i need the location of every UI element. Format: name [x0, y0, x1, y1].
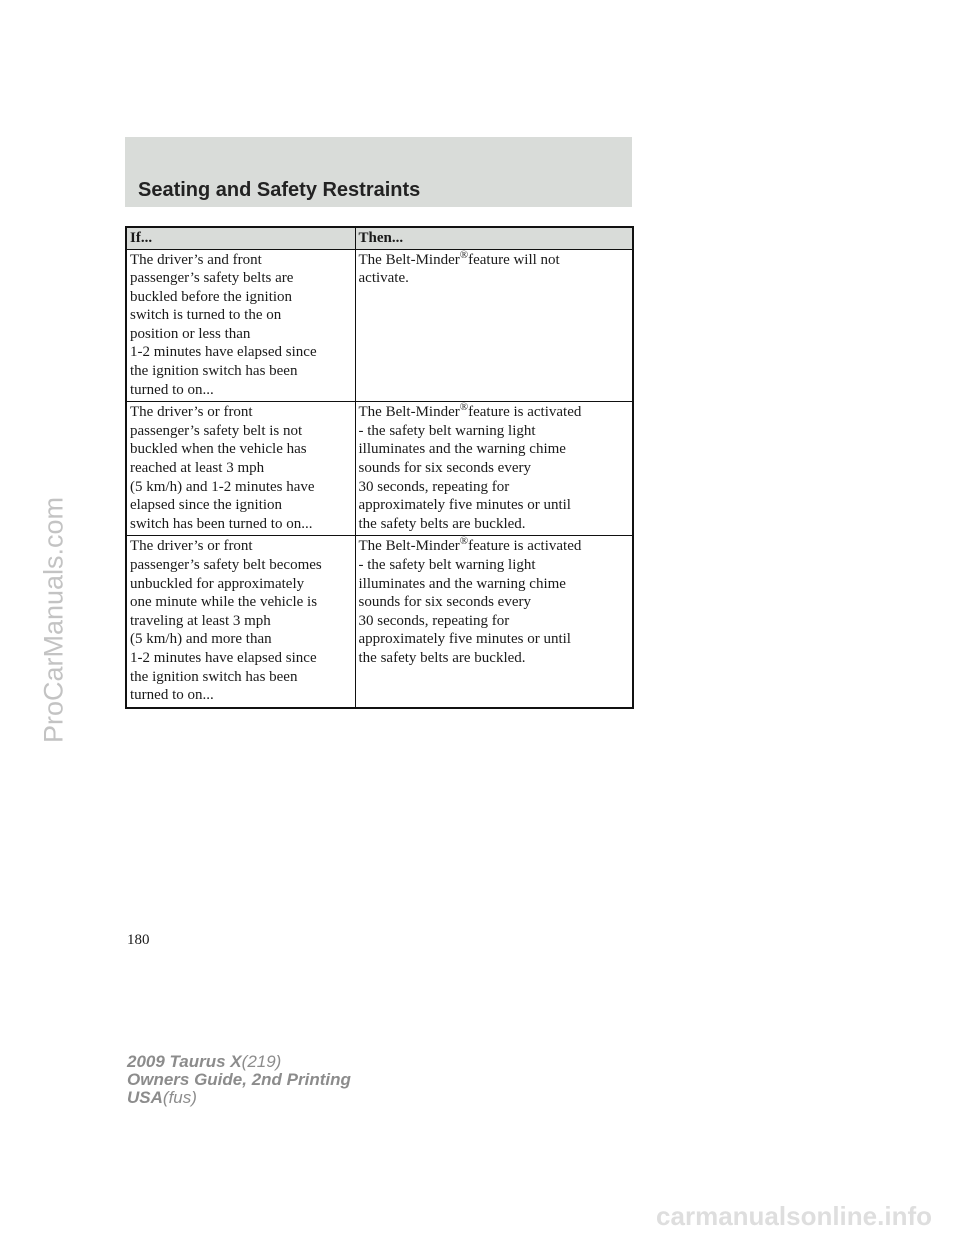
if-text-line: 1-2 minutes have elapsed since — [130, 344, 317, 361]
if-text-line: buckled before the ignition — [130, 288, 293, 305]
table-header-row — [126, 227, 633, 249]
if-text-line: (5 km/h) and 1-2 minutes have — [130, 478, 315, 495]
if-text-line: the ignition switch has been — [130, 363, 298, 380]
if-text-line: position or less than — [130, 325, 251, 342]
belt-minder-name: The Belt-Minder — [358, 538, 460, 555]
if-text-line: passenger’s safety belts are — [130, 270, 294, 287]
then-text-line: - the safety belt warning light — [358, 557, 536, 573]
then-text-line: approximately five minutes or until — [358, 631, 571, 648]
if-text-line: The driver’s or front — [130, 404, 253, 421]
footer-edition: Owners Guide, 2nd Printing — [127, 1070, 351, 1089]
if-text-line: The driver’s and front — [130, 251, 262, 268]
header-then: Then... — [355, 227, 633, 249]
belt-minder-conditions-table — [125, 226, 634, 709]
registered-mark: ® — [459, 248, 469, 261]
if-text-line: (5 km/h) and more than — [130, 631, 272, 648]
then-cell — [355, 536, 633, 708]
table-row — [126, 402, 633, 536]
if-cell — [126, 249, 355, 402]
section-header-band — [125, 137, 632, 207]
header-if: If... — [126, 227, 355, 249]
then-text-line: activate. — [358, 270, 409, 287]
footer-line-model — [127, 1053, 351, 1071]
then-text-line: - the safety belt warning light — [358, 422, 536, 439]
table-body — [126, 249, 633, 708]
if-text-line: turned to on... — [130, 381, 214, 398]
if-text-line: passenger’s safety belt becomes — [130, 557, 322, 573]
footer-line-edition — [127, 1071, 351, 1089]
if-text-line: 1-2 minutes have elapsed since — [130, 649, 317, 666]
if-text-line: buckled when the vehicle has — [130, 441, 307, 458]
registered-mark: ® — [459, 401, 469, 414]
if-text-line: The driver’s or front — [130, 538, 253, 555]
then-text-line: sounds for six seconds every — [358, 594, 531, 611]
then-first-line-rest: feature is activated — [468, 538, 582, 555]
if-text-line: traveling at least 3 mph — [130, 612, 271, 629]
footer-line-market — [127, 1089, 351, 1107]
if-text-line: the ignition switch has been — [130, 668, 298, 685]
if-text-line: turned to on... — [130, 687, 214, 704]
then-text-line: sounds for six seconds every — [358, 460, 531, 477]
footer-model-code: (219) — [241, 1052, 282, 1071]
then-text-line — [359, 537, 630, 556]
then-cell — [355, 249, 633, 402]
if-text-line: switch has been turned to on... — [130, 515, 313, 532]
then-text-line: illuminates and the warning chime — [358, 575, 566, 592]
if-text-line: unbuckled for approximately — [130, 575, 305, 592]
belt-minder-name: The Belt-Minder — [358, 404, 460, 421]
then-cell — [355, 402, 633, 536]
side-watermark: ProCarManuals.com — [38, 496, 69, 744]
section-title: Seating and Safety Restraints — [138, 179, 421, 201]
registered-mark: ® — [459, 535, 469, 548]
then-text-line — [359, 403, 630, 422]
bottom-watermark: carmanualsonline.info — [656, 1201, 932, 1231]
footer-market: USA — [127, 1088, 163, 1107]
if-text-line: elapsed since the ignition — [130, 497, 283, 514]
page-number: 180 — [127, 932, 150, 948]
if-cell — [126, 536, 355, 708]
if-text-line: passenger’s safety belt is not — [130, 422, 303, 439]
belt-minder-name: The Belt-Minder — [358, 251, 460, 268]
footer-model: 2009 Taurus X — [127, 1052, 242, 1071]
then-text-line: 30 seconds, repeating for — [358, 612, 510, 629]
then-first-line-rest: feature will not — [468, 251, 560, 268]
table-row — [126, 249, 633, 402]
then-text-line: the safety belts are buckled. — [358, 515, 526, 532]
footer-market-code: (fus) — [162, 1088, 197, 1107]
document-footer — [127, 1053, 351, 1107]
then-text-line: illuminates and the warning chime — [358, 441, 566, 458]
table-row — [126, 536, 633, 708]
then-text-line: 30 seconds, repeating for — [358, 478, 510, 495]
if-text-line: switch is turned to the on — [130, 307, 282, 324]
then-text-line: the safety belts are buckled. — [358, 649, 526, 666]
if-text-line: reached at least 3 mph — [130, 460, 265, 477]
then-first-line-rest: feature is activated — [468, 404, 582, 421]
if-cell — [126, 402, 355, 536]
then-text-line: approximately five minutes or until — [358, 497, 571, 514]
then-text-line — [358, 248, 630, 270]
if-text-line: one minute while the vehicle is — [130, 594, 318, 611]
